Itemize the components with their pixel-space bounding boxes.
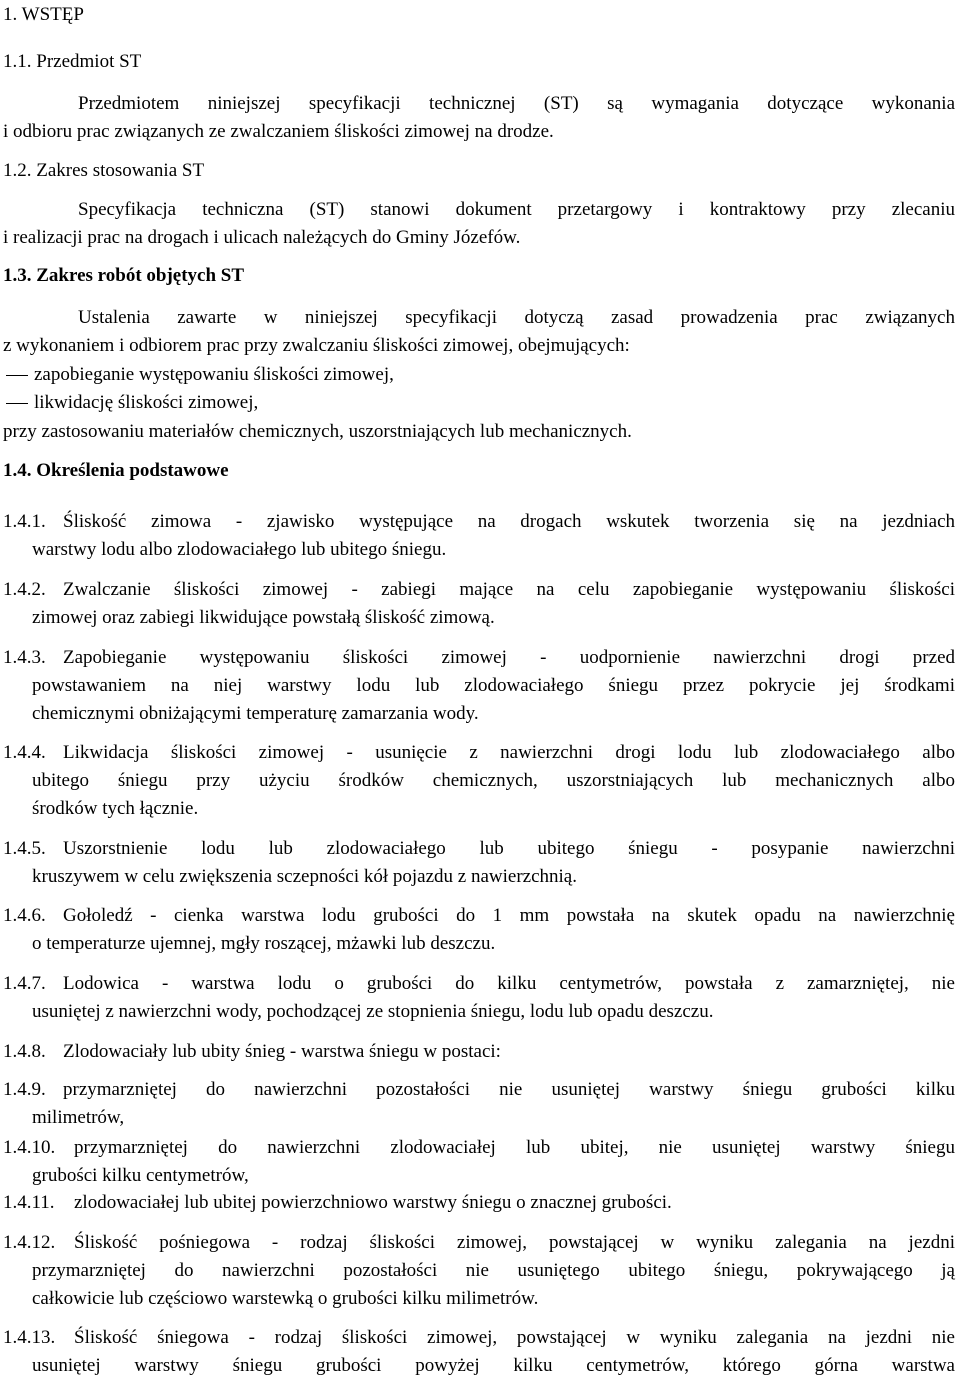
dash-bullet-icon: [6, 375, 28, 376]
definition-line: środków tych łącznie.: [32, 798, 199, 819]
definition-line: Zlodowaciały lub ubity śnieg - warstwa śniegu w postaci:: [63, 1041, 501, 1062]
paragraph-line: przy zastosowaniu materiałów chemicznych, uszorstniających lub mechanicznych.: [3, 421, 632, 442]
definition-line: warstwy lodu albo zlodowaciałego lub ubitego śniegu.: [32, 539, 447, 560]
section-heading-1-3: 1.3. Zakres robót objętych ST: [3, 265, 245, 286]
section-heading-1-2: 1.2. Zakres stosowania ST: [3, 160, 205, 181]
definition-number: 1.4.3.: [3, 647, 46, 668]
definition-line: Lodowica - warstwa lodu o grubości do kilku centymetrów, powstała z zamarzniętej, nie: [63, 973, 955, 994]
definition-line: ubitego śniegu przy użyciu środków chemicznych, uszorstniających lub mechanicznych albo: [32, 770, 955, 791]
section-heading-1: 1. WSTĘP: [3, 4, 84, 25]
section-heading-1-1: 1.1. Przedmiot ST: [3, 51, 142, 72]
definition-number: 1.4.1.: [3, 511, 46, 532]
definition-line: grubości kilku centymetrów,: [32, 1165, 249, 1186]
definition-line: zimowej oraz zabiegi likwidujące powstałą śliskość zimową.: [32, 607, 495, 628]
definition-line: Śliskość śniegowa - rodzaj śliskości zimowej, powstającej w wyniku zalegania na jezdni nie: [74, 1327, 955, 1348]
definition-line: usuniętej z nawierzchni wody, pochodzącej ze stopnienia śniegu, lodu lub opadu deszczu.: [32, 1001, 714, 1022]
list-item-text: zapobieganie występowaniu śliskości zimowej,: [34, 364, 394, 385]
paragraph-line: Specyfikacja techniczna (ST) stanowi dokument przetargowy i kontraktowy przy zlecaniu: [78, 199, 955, 220]
dash-bullet-icon: [6, 403, 28, 404]
definition-line: całkowicie lub częściowo warstewką o grubości kilku milimetrów.: [32, 1288, 539, 1309]
definition-number: 1.4.4.: [3, 742, 46, 763]
definition-line: powstawaniem na niej warstwy lodu lub zlodowaciałego śniegu przez pokrycie jej środkami: [32, 675, 955, 696]
definition-number: 1.4.9.: [3, 1079, 46, 1100]
definition-line: przymarzniętej do nawierzchni pozostałości nie usuniętej warstwy śniegu grubości kilku: [63, 1079, 955, 1100]
definition-line: chemicznymi obniżającymi temperaturę zamarzania wody.: [32, 703, 479, 724]
definition-line: usuniętej warstwy śniegu grubości powyżej kilku centymetrów, którego górna warstwa: [32, 1355, 955, 1376]
list-item-text: likwidację śliskości zimowej,: [34, 392, 259, 413]
definition-number: 1.4.7.: [3, 973, 46, 994]
definition-line: Likwidacja śliskości zimowej - usunięcie z nawierzchni drogi lodu lub zlodowaciałego albo: [63, 742, 955, 763]
definition-number: 1.4.12.: [3, 1232, 56, 1253]
definition-number: 1.4.13.: [3, 1327, 56, 1348]
definition-line: Śliskość pośniegowa - rodzaj śliskości zimowej, powstającej w wyniku zalegania na jezdni: [74, 1232, 955, 1253]
paragraph-line: z wykonaniem i odbiorem prac przy zwalczaniu śliskości zimowej, obejmujących:: [3, 335, 630, 356]
definition-line: Gołoledź - cienka warstwa lodu grubości do 1 mm powstała na skutek opadu na nawierzchnię: [63, 905, 955, 926]
definition-number: 1.4.11.: [3, 1192, 55, 1213]
definition-number: 1.4.8.: [3, 1041, 46, 1062]
definition-line: o temperaturze ujemnej, mgły roszącej, mżawki lub deszczu.: [32, 933, 496, 954]
section-heading-1-4: 1.4. Określenia podstawowe: [3, 460, 229, 481]
definition-number: 1.4.10.: [3, 1137, 56, 1158]
definition-line: milimetrów,: [32, 1107, 125, 1128]
definition-number: 1.4.5.: [3, 838, 46, 859]
definition-line: Zwalczanie śliskości zimowej - zabiegi mające na celu zapobieganie występowaniu śliskości: [63, 579, 955, 600]
definition-line: Zapobieganie występowaniu śliskości zimowej - uodpornienie nawierzchni drogi przed: [63, 647, 955, 668]
paragraph-line: i realizacji prac na drogach i ulicach należących do Gminy Józefów.: [3, 227, 521, 248]
definition-line: zlodowaciałej lub ubitej powierzchniowo warstwy śniegu o znacznej grubości.: [74, 1192, 672, 1213]
definition-number: 1.4.6.: [3, 905, 46, 926]
paragraph-line: Przedmiotem niniejszej specyfikacji technicznej (ST) są wymagania dotyczące wykonania: [78, 93, 955, 114]
paragraph-line: i odbioru prac związanych ze zwalczaniem śliskości zimowej na drodze.: [3, 121, 554, 142]
definition-line: kruszywem w celu zwiększenia sczepności kół pojazdu z nawierzchnią.: [32, 866, 577, 887]
definition-line: Śliskość zimowa - zjawisko występujące na drogach wskutek tworzenia się na jezdniach: [63, 511, 955, 532]
definition-line: przymarzniętej do nawierzchni pozostałości nie usuniętego ubitego śniegu, pokrywającego ją: [32, 1260, 955, 1281]
definition-line: przymarzniętej do nawierzchni zlodowaciałej lub ubitej, nie usuniętej warstwy śniegu: [74, 1137, 955, 1158]
definition-line: Uszorstnienie lodu lub zlodowaciałego lub ubitego śniegu - posypanie nawierzchni: [63, 838, 955, 859]
definition-number: 1.4.2.: [3, 579, 46, 600]
paragraph-line: Ustalenia zawarte w niniejszej specyfikacji dotyczą zasad prowadzenia prac związanych: [78, 307, 955, 328]
